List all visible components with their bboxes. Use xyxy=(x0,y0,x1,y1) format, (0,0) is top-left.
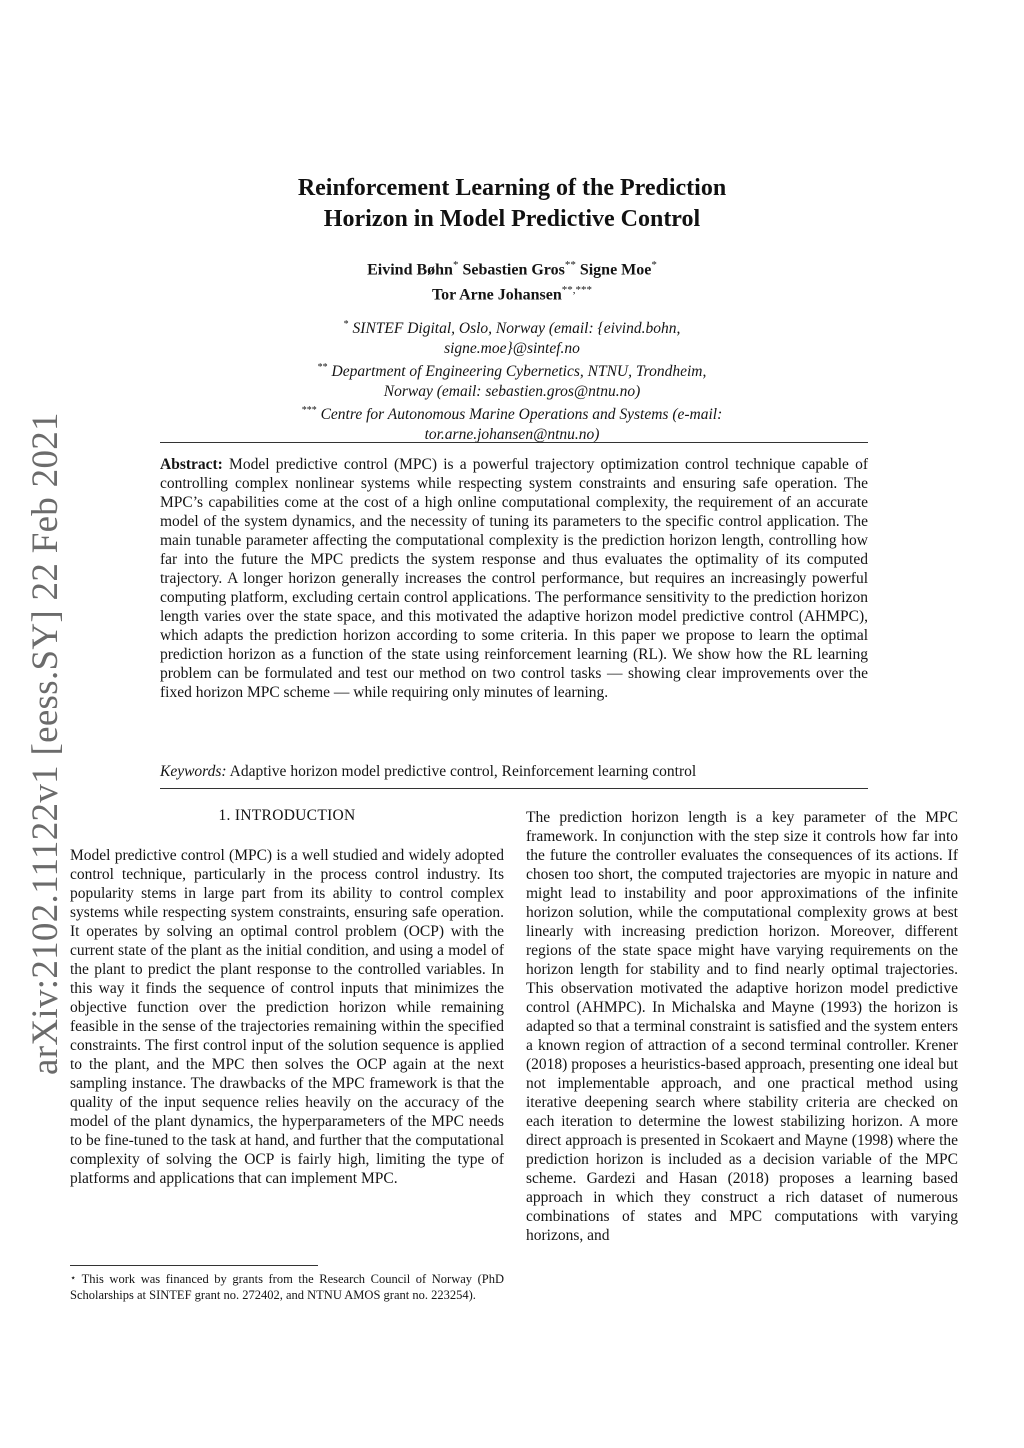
author-name: Sebastien Gros xyxy=(462,261,565,279)
affiliation-mark: * xyxy=(343,319,349,330)
keywords-label: Keywords: xyxy=(160,763,227,780)
affiliation-text: SINTEF Digital, Oslo, Norway (email: {eivind.bohn, xyxy=(352,320,681,338)
paper-title xyxy=(160,173,864,235)
arxiv-side-stamp: arXiv:2102.11122v1 [eess.SY] 22 Feb 2021 xyxy=(25,412,66,1075)
footnote-mark: ⋆ xyxy=(70,1273,77,1284)
abstract-block xyxy=(160,455,868,702)
keywords-bottom-rule xyxy=(160,788,868,789)
affiliation-1-cont: signe.moe}@sintef.no xyxy=(444,339,580,357)
title-line-1: Reinforcement Learning of the Prediction xyxy=(297,175,727,201)
abstract-label: Abstract: xyxy=(160,456,223,473)
affiliation-mark: *** xyxy=(301,405,317,417)
affiliation-text: Department of Engineering Cybernetics, NTNU, Trondheim, xyxy=(331,363,707,381)
keywords-block xyxy=(160,762,868,781)
affiliation-mark: ** xyxy=(317,362,328,374)
author-line-1 xyxy=(160,255,864,280)
abstract-top-rule xyxy=(160,442,868,443)
author-mark: ** xyxy=(564,259,576,271)
affiliation-3 xyxy=(240,401,784,425)
intro-paragraph-2: The prediction horizon length is a key parameter of the MPC framework. In conjunction with the step size it controls how far into the future the controller evaluates the consequences of its actions. If chosen too short, the computed trajectories are myopic in nature and might lead to instability and poor approximations of the infinite horizon solution, while the computational complexity grows at best linearly with increasing prediction horizon. Moreover, different regions of the state space might have varying requirements on the horizon length for stability and to find nearly optimal trajectories. This observation motivated the adaptive horizon model predictive control (AHMPC). In Michalska and Mayne (1993) the horizon is adapted so that a terminal constraint is satisfied and the system enters a known region of attraction of a second terminal controller. Krener (2018) proposes a heuristics-based approach, presenting one ideal but not implementable approach, and one practical method using iterative deepening search where stability criteria are checked on each iteration to determine the lowest stabilizing horizon. A more direct approach is presented in Scokaert and Mayne (1998) where the prediction horizon is included as a decision variable of the MPC scheme. Gardezi and Hasan (2018) proposes a learning based approach in which they construct a rich dataset of numerous combinations of states and MPC computations with varying horizons, and xyxy=(526,809,958,1244)
author-list xyxy=(160,255,864,306)
affiliation-2-cont: Norway (email: sebastien.gros@ntnu.no) xyxy=(383,382,641,400)
author-line-2 xyxy=(160,280,864,305)
affiliation-3-cont: tor.arne.johansen@ntnu.no) xyxy=(424,425,600,443)
author-name: Tor Arne Johansen xyxy=(431,286,562,304)
affiliations xyxy=(240,315,784,444)
author-mark: * xyxy=(651,259,657,271)
intro-paragraph-1: Model predictive control (MPC) is a well studied and widely adopted control technique, particularly in the process control industry. Its popularity stems in large part from its ability to control complex systems while respecting system constraints, ensuring safe operation. It operates by solving an optimal control problem (OCP) with the current state of the plant as the initial condition, and using a model of the plant to predict the plant response to the controlled variables. In this way it finds the sequence of control inputs that minimizes the objective function over the prediction horizon while remaining feasible in the sense of the trajectories remaining within the specified constraints. The first control input of the solution sequence is applied to the plant, and the MPC then solves the OCP again at the next sampling instance. The drawbacks of the MPC framework is that the quality of the input sequence relies heavily on the accuracy of the model of the plant dynamics, the hyperparameters of the MPC needs to be fine-tuned to the task at hand, and further that the computational complexity of solving the OCP is fairly high, limiting the type of platforms and applications that can implement MPC. xyxy=(70,847,504,1187)
footnote-text: This work was financed by grants from the Research Council of Norway (PhD Scholarships at SINTEF grant no. 272402, and NTNU AMOS grant no. 223254). xyxy=(70,1272,504,1302)
author-name: Signe Moe xyxy=(579,261,652,279)
author-mark: **,*** xyxy=(561,284,593,297)
abstract-text: Model predictive control (MPC) is a powerful trajectory optimization control technique capable of controlling complex nonlinear systems while respecting system constraints and ensuring safe operation. The MPC’s capabilities come at the cost of a high online computational complexity, the requirement of an accurate model of the system dynamics, and the necessity of tuning its parameters to the specific control application. The main tunable parameter affecting the computational complexity is the prediction horizon length, controlling how far into the future the MPC predicts the system response and thus evaluates the optimality of its computed trajectory. A longer horizon generally increases the control performance, but requires an increasingly powerful computing platform, excluding certain control applications. The performance sensitivity to the prediction horizon length varies over the state space, and this motivated the adaptive horizon model predictive control (AHMPC), which adapts the prediction horizon according to some criteria. In this paper we propose to learn the optimal prediction horizon as a function of the state using reinforcement learning (RL). We show how the RL learning problem can be formulated and test our method on two control tasks — showing clear improvements over the fixed horizon MPC scheme — while requiring only minutes of learning. xyxy=(160,456,869,701)
author-mark: * xyxy=(452,259,459,271)
footnote xyxy=(70,1271,504,1303)
affiliation-2 xyxy=(240,358,784,382)
affiliation-text: Centre for Autonomous Marine Operations and Systems (e-mail: xyxy=(320,406,723,424)
affiliation-1 xyxy=(240,315,784,339)
title-line-2: Horizon in Model Predictive Control xyxy=(323,206,701,232)
right-column-text xyxy=(526,808,958,1245)
keywords-text: Adaptive horizon model predictive control, Reinforcement learning control xyxy=(229,763,697,780)
author-name: Eivind Bøhn xyxy=(367,261,453,279)
left-column-text xyxy=(70,846,504,1188)
section-heading: 1. INTRODUCTION xyxy=(218,807,356,824)
footnote-rule xyxy=(70,1265,318,1266)
